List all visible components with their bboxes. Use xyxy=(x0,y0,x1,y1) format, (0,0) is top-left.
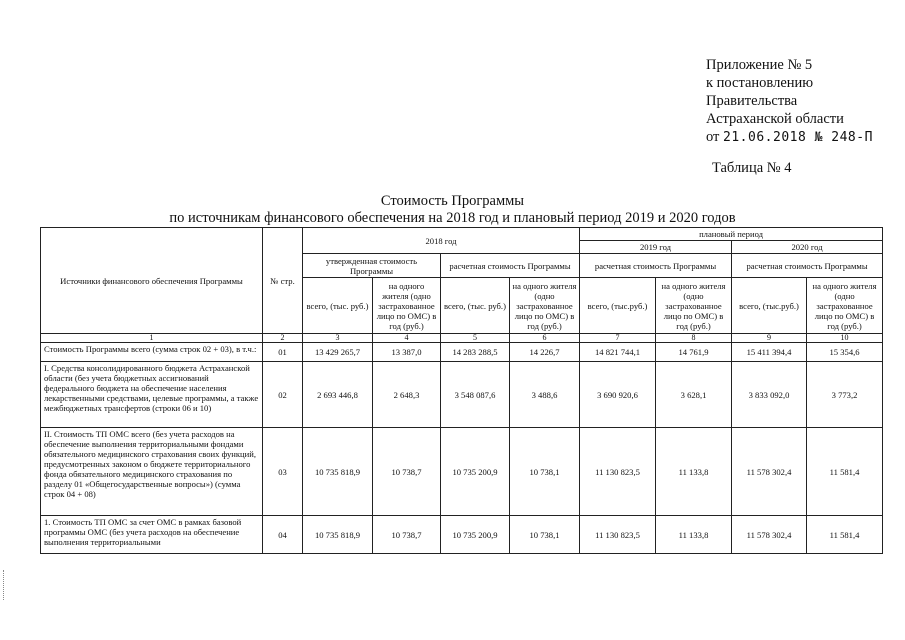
table-row xyxy=(41,428,883,516)
cell-value: 2 648,3 xyxy=(373,362,441,428)
cell-value: 10 735 200,9 xyxy=(441,516,510,554)
header-per-person-2020: на одного жителя (одно застрахованное лицо по ОМС) в год (руб.) xyxy=(807,278,883,334)
cell-value: 3 628,1 xyxy=(656,362,732,428)
cell-value: 14 821 744,1 xyxy=(580,343,656,362)
cell-value: 3 548 087,6 xyxy=(441,362,510,428)
column-number: 5 xyxy=(441,334,510,343)
column-number: 2 xyxy=(263,334,303,343)
row-source: I. Средства консолидированного бюджета Астраханской области (без учета бюджетных ассигнований федерального бюджета на обеспечение населения лекарственными средствами, целевые программы, а также межбюджетных трансфертов (строки 06 и 10) xyxy=(41,362,263,428)
header-approved-cost-2018: утвержденная стоимость Программы xyxy=(303,254,441,278)
cell-value: 15 354,6 xyxy=(807,343,883,362)
cell-value: 10 738,1 xyxy=(510,516,580,554)
cell-value: 10 735 818,9 xyxy=(303,516,373,554)
header-total-approved: всего, (тыс. руб.) xyxy=(303,278,373,334)
cell-value: 11 581,4 xyxy=(807,428,883,516)
row-number: 02 xyxy=(263,362,303,428)
scan-edge-mark xyxy=(3,570,6,600)
cell-value: 3 773,2 xyxy=(807,362,883,428)
header-source: Источники финансового обеспечения Программы xyxy=(41,228,263,334)
cell-value: 10 735 818,9 xyxy=(303,428,373,516)
header-2020: 2020 год xyxy=(732,241,883,254)
column-number: 1 xyxy=(41,334,263,343)
document-title xyxy=(0,193,905,227)
cell-value: 3 833 092,0 xyxy=(732,362,807,428)
cost-table xyxy=(40,227,883,554)
column-number: 10 xyxy=(807,334,883,343)
appendix-line-3: Правительства xyxy=(706,93,798,109)
table-row xyxy=(41,516,883,554)
cell-value: 10 738,7 xyxy=(373,428,441,516)
appendix-date-line xyxy=(706,128,896,147)
cell-value: 11 133,8 xyxy=(656,428,732,516)
cell-value: 11 578 302,4 xyxy=(732,428,807,516)
table-row xyxy=(41,362,883,428)
row-source: 1. Стоимость ТП ОМС за счет ОМС в рамках базовой программы ОМС (без учета расходов на обеспечение выполнения территориальными xyxy=(41,516,263,554)
cost-table-wrapper xyxy=(40,227,882,554)
header-calc-cost-2019: расчетная стоимость Программы xyxy=(580,254,732,278)
appendix-line-1: Приложение № 5 xyxy=(706,57,813,73)
row-source: Стоимость Программы всего (сумма строк 02 + 03), в т.ч.: xyxy=(41,343,263,362)
header-row-no: № стр. xyxy=(263,228,303,334)
row-source: II. Стоимость ТП ОМС всего (без учета расходов на обеспечение выполнения территориальными фондами обязательного медицинского страхования своих функций, предусмотренных законом о бюджете территориального фонда обязательного медицинского страхования по разделу 01 «Общегосударственные вопросы») (сумма строк 04 + 08) xyxy=(41,428,263,516)
cell-value: 10 735 200,9 xyxy=(441,428,510,516)
table-row xyxy=(41,343,883,362)
header-planned-period: плановый период xyxy=(580,228,883,241)
title-line-1: Стоимость Программы xyxy=(380,193,525,209)
cell-value: 3 488,6 xyxy=(510,362,580,428)
column-number-row xyxy=(41,334,883,343)
cell-value: 14 283 288,5 xyxy=(441,343,510,362)
column-number: 7 xyxy=(580,334,656,343)
header-2018: 2018 год xyxy=(303,228,580,254)
header-total-calc-2018: всего, (тыс. руб.) xyxy=(441,278,510,334)
appendix-line-4: Астраханской области xyxy=(706,111,844,127)
cell-value: 3 690 920,6 xyxy=(580,362,656,428)
column-number: 3 xyxy=(303,334,373,343)
cell-value: 13 387,0 xyxy=(373,343,441,362)
header-total-2019: всего, (тыс.руб.) xyxy=(580,278,656,334)
title-line-2: по источникам финансового обеспечения на 2018 год и плановый период 2019 и 2020 годов xyxy=(169,210,736,226)
appendix-block xyxy=(706,56,896,147)
date-prefix: от xyxy=(706,129,720,145)
appendix-line-2: к постановлению xyxy=(706,75,814,91)
cell-value: 2 693 446,8 xyxy=(303,362,373,428)
cell-value: 10 738,7 xyxy=(373,516,441,554)
cell-value: 11 130 823,5 xyxy=(580,516,656,554)
header-2019: 2019 год xyxy=(580,241,732,254)
cell-value: 11 578 302,4 xyxy=(732,516,807,554)
cell-value: 13 429 265,7 xyxy=(303,343,373,362)
row-number: 04 xyxy=(263,516,303,554)
cell-value: 11 133,8 xyxy=(656,516,732,554)
header-total-2020: всего, (тыс.руб.) xyxy=(732,278,807,334)
cell-value: 10 738,1 xyxy=(510,428,580,516)
column-number: 8 xyxy=(656,334,732,343)
row-number: 01 xyxy=(263,343,303,362)
column-number: 6 xyxy=(510,334,580,343)
header-calc-cost-2020: расчетная стоимость Программы xyxy=(732,254,883,278)
header-per-person-2019: на одного жителя (одно застрахованное лицо по ОМС) в год (руб.) xyxy=(656,278,732,334)
table-number: Таблица № 4 xyxy=(712,160,792,176)
cell-value: 11 581,4 xyxy=(807,516,883,554)
column-number: 4 xyxy=(373,334,441,343)
header-per-person-calc-2018: на одного жителя (одно застрахованное лицо по ОМС) в год (руб.) xyxy=(510,278,580,334)
column-number: 9 xyxy=(732,334,807,343)
cell-value: 11 130 823,5 xyxy=(580,428,656,516)
cell-value: 14 761,9 xyxy=(656,343,732,362)
cell-value: 14 226,7 xyxy=(510,343,580,362)
header-calc-cost-2018: расчетная стоимость Программы xyxy=(441,254,580,278)
date-value: 21.06.2018 № 248-П xyxy=(723,130,873,145)
row-number: 03 xyxy=(263,428,303,516)
header-per-person-approved: на одного жителя (одно застрахованное лицо по ОМС) в год (руб.) xyxy=(373,278,441,334)
cell-value: 15 411 394,4 xyxy=(732,343,807,362)
